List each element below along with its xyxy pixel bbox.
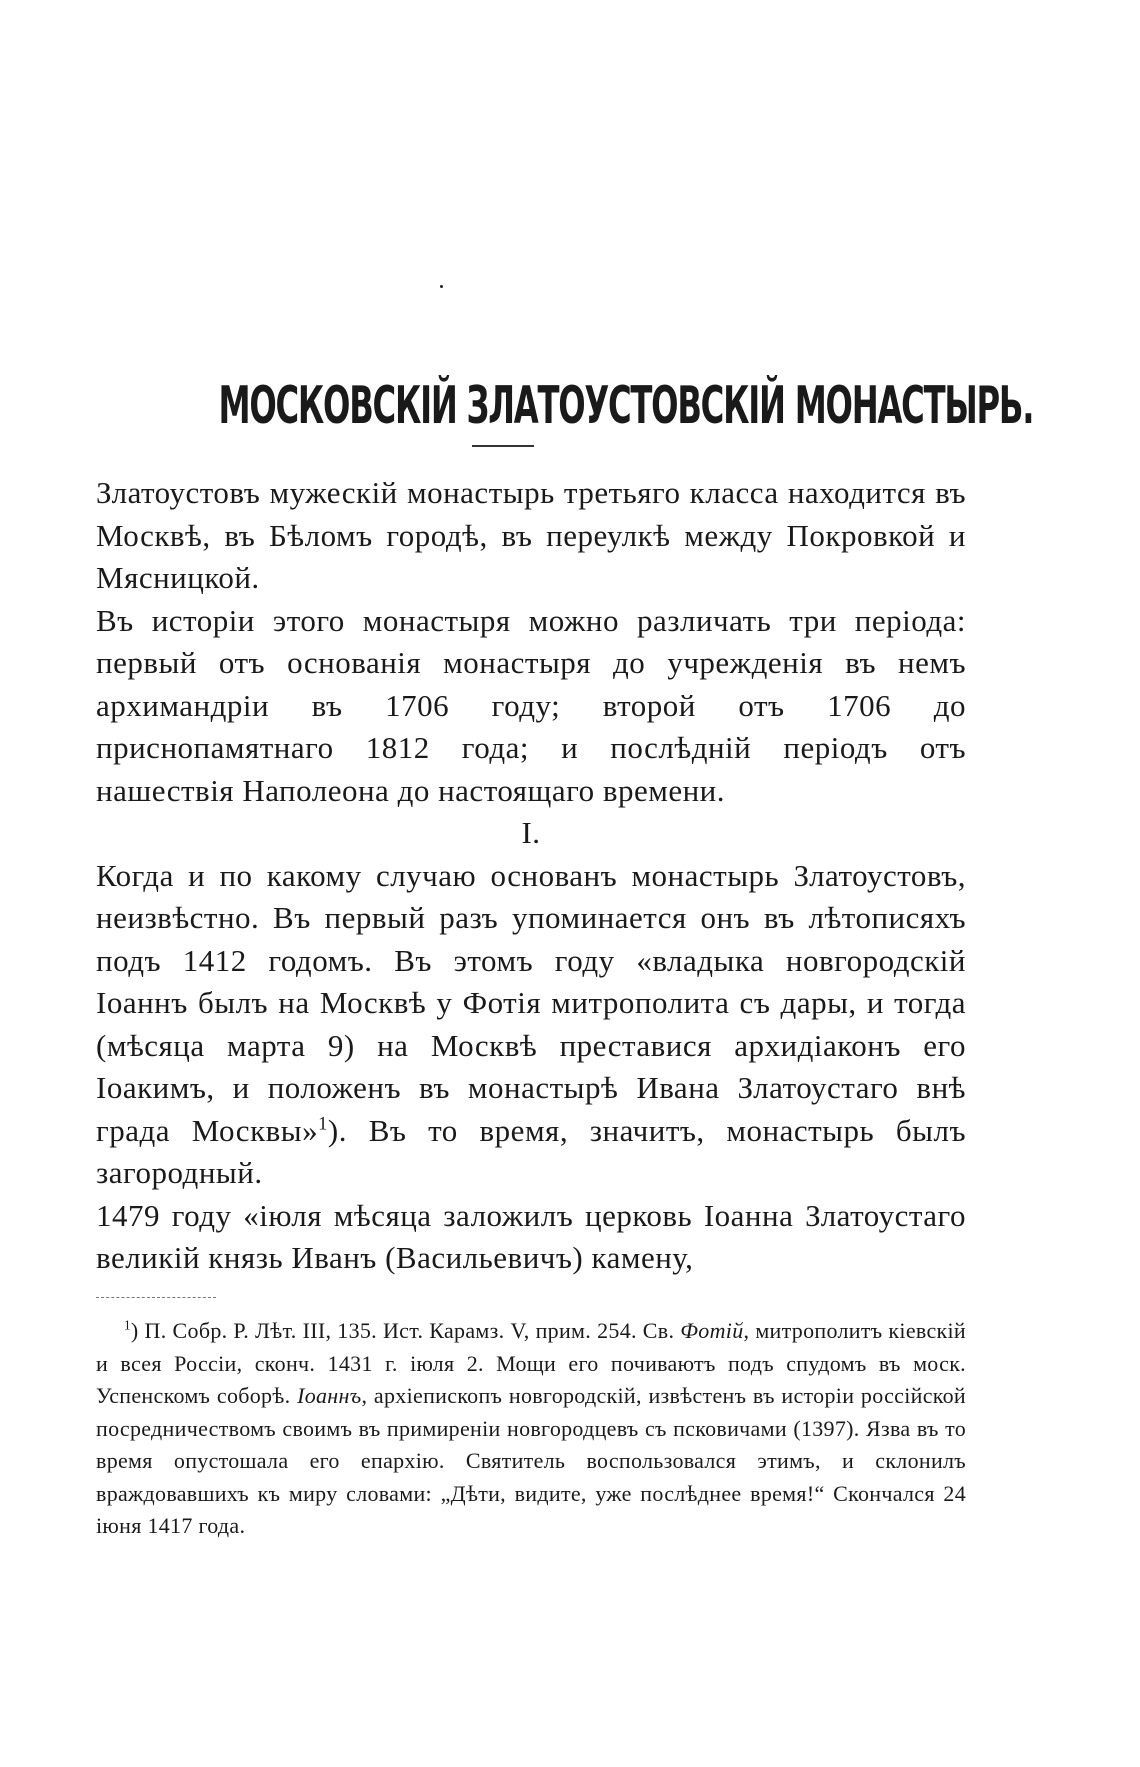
- footnote-marker: 1: [124, 1317, 131, 1333]
- footnote: [96, 1315, 966, 1543]
- section-number: I.: [521, 815, 541, 850]
- footnote-part-2: , митрополитъ кіевскій и всея Россіи, сконч. 1431 г. іюля 2. Мощи его почиваютъ подъ спудомъ въ моск. Успенскомъ соборѣ.: [96, 1318, 966, 1408]
- main-text: [96, 472, 966, 1280]
- footnote-italic-fotiy: Фотій: [680, 1318, 744, 1343]
- footnote-reference: 1: [318, 1113, 328, 1135]
- title-divider: [472, 445, 534, 447]
- paragraph-founding: [96, 855, 966, 1195]
- footnote-divider: [96, 1297, 216, 1298]
- footnote-italic-ioann: Іоаннъ: [297, 1383, 362, 1408]
- page-title: МОСКОВСКІЙ ЗЛАТОУСТОВСКІЙ МОНАСТЫРЬ.: [218, 375, 1034, 436]
- founding-text: Когда и по какому случаю основанъ монастырь Златоустовъ, неизвѣстно. Въ первый разъ упоминается онъ въ лѣтописяхъ подъ 1412 годомъ. Въ этомъ году «владыка новгородскій Іоаннъ былъ на Москвѣ у Фотія митрополита съ дары, и тогда (мѣсяца марта 9) на Москвѣ преставися архидіаконъ его Іоакимъ, и положенъ въ монастырѣ Ивана Златоустаго внѣ града Москвы»: [96, 857, 966, 1148]
- paragraph-1479: 1479 году «іюля мѣсяца заложилъ церковь Іоанна Златоустаго великій князь Иванъ (Васильевичъ) камену,: [96, 1197, 966, 1275]
- footnote-text: [96, 1315, 966, 1543]
- paragraph-location: Златоустовъ мужескій монастырь третьяго класса находится въ Москвѣ, въ Бѣломъ городѣ, въ переулкѣ между Покровкой и Мясницкой.: [96, 475, 966, 595]
- print-speck: [440, 285, 443, 288]
- footnote-part-1: ) П. Собр. Р. Лѣт. III, 135. Ист. Карамз. V, прим. 254. Св.: [130, 1318, 681, 1343]
- paragraph-periods: Въ исторіи этого монастыря можно различать три періода: первый отъ основанія монастыря до учрежденія въ немъ архимандріи въ 1706 году; второй отъ 1706 до приснопамятнаго 1812 года; и послѣдній періодъ отъ нашествія Наполеона до настоящаго времени.: [96, 602, 966, 808]
- footnote-part-3: , архіепископъ новгородскій, извѣстенъ въ исторіи россійской посредничествомъ своимъ въ примиреніи новгородцевъ съ псковичами (1397). Язва въ то время опустошала его епархію. Святитель воспользовался этимъ, и склонилъ враждовавшихъ къ миру словами: „Дѣти, видите, уже послѣднее время!“ Скончался 24 іюня 1417 года.: [96, 1383, 967, 1538]
- founding-text-end: ). Въ то время, значитъ, монастырь былъ загородный.: [96, 1112, 966, 1190]
